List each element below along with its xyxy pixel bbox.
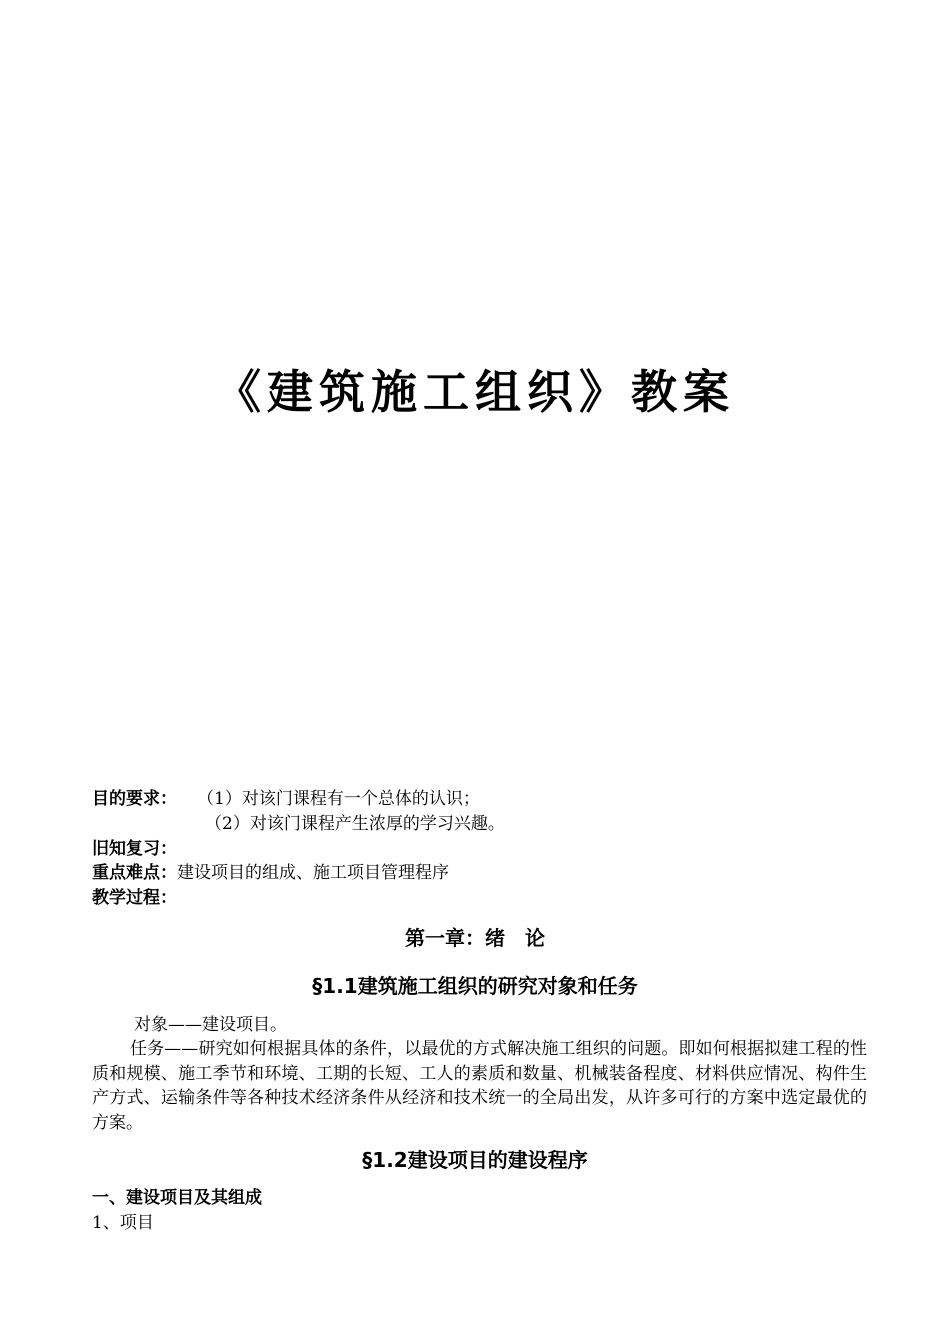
document-title: 《建筑施工组织》教案 (215, 365, 735, 419)
section-2-heading: §1.2建设项目的建设程序 (362, 1148, 588, 1172)
key-row (92, 861, 449, 885)
section-1-heading: §1.1建筑施工组织的研究对象和任务 (312, 974, 638, 998)
process-row (92, 886, 177, 910)
list-item: 1、项目 (92, 1213, 154, 1233)
key-value: 建设项目的组成、施工项目管理程序 (177, 863, 449, 883)
task-paragraph: 任务——研究如何根据具体的条件，以最优的方式解决施工组织的问题。即如何根据拟建工程的性质和规模、施工季节和环境、工期的长短、工人的素质和数量、机械装备程度、材料供应情况、构件生产方式、运输条件等各种技术经济条件从经济和技术统一的全局出发，从许多可行的方案中选定最优的方案。 (92, 1039, 867, 1133)
key-label: 重点难点： (92, 863, 177, 883)
goal-item-2: （2）对该门课程产生浓厚的学习兴趣。 (205, 814, 505, 834)
subsection-heading: 一、建设项目及其组成 (92, 1188, 262, 1208)
chapter-heading: 第一章：绪 论 (405, 926, 545, 950)
process-label: 教学过程： (92, 888, 177, 908)
goal-row-2 (205, 812, 505, 836)
goal-label: 目的要求： (92, 789, 177, 809)
review-label: 旧知复习： (92, 839, 177, 859)
review-row (92, 837, 177, 861)
object-paragraph: 对象——建设项目。 (134, 1015, 287, 1035)
goal-item-1: （1）对该门课程有一个总体的认识； (197, 789, 480, 809)
goal-row (92, 787, 480, 811)
